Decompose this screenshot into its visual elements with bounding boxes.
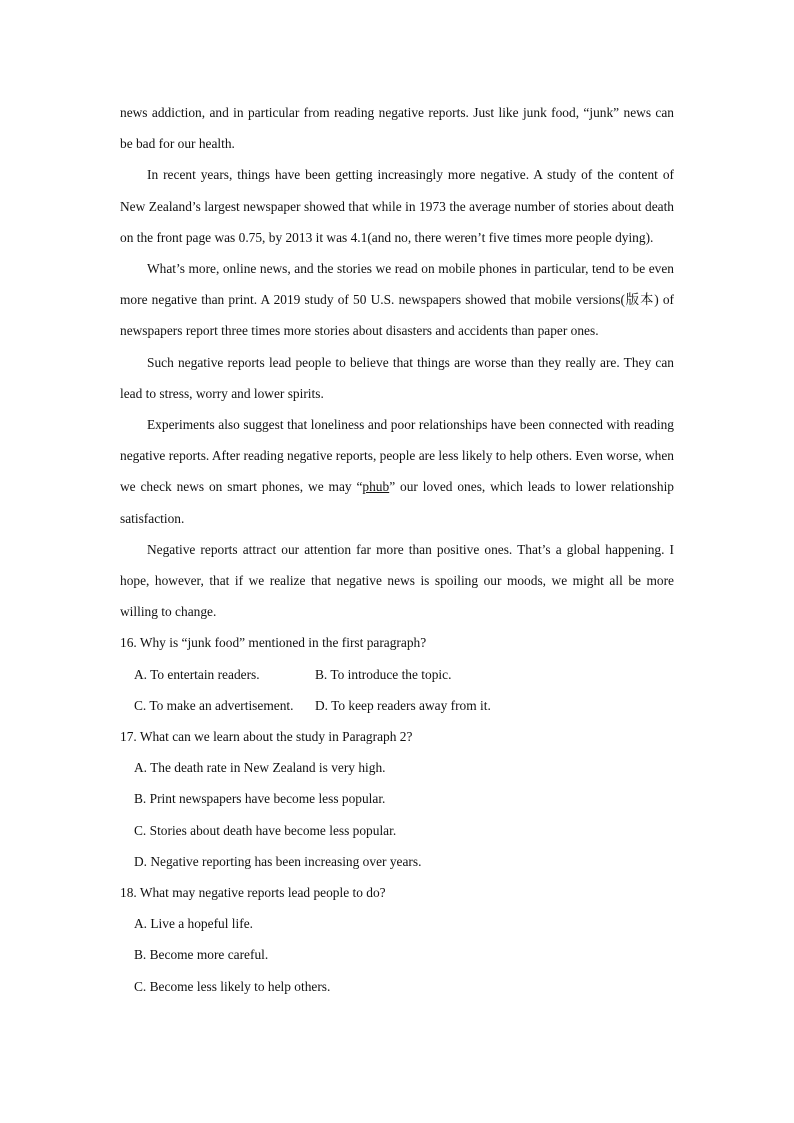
question-18-option-c: C. Become less likely to help others. [134, 978, 331, 994]
question-18-option-b: B. Become more careful. [134, 947, 269, 963]
question-16-option-b: B. To introduce the topic. [315, 666, 452, 682]
question-16-option-a: A. To entertain readers. [134, 666, 260, 682]
question-18-option-a: A. Live a hopeful life. [134, 916, 253, 932]
passage-paragraph-2: In recent years, things have been getting increasingly more negative. A study of the content of New Zealand’s largest newspaper showed that while in 1973 the average number of stories about death on the front page was 0.75, by 2013 it was 4.1(and no, there weren’t five times more people dying). [120, 167, 674, 245]
passage-paragraph-6: Negative reports attract our attention far more than positive ones. That’s a global happening. I hope, however, that if we realize that negative news is spoiling our moods, we might all be more willing to change. [120, 541, 674, 620]
question-17 [120, 721, 674, 877]
underlined-word-phub: phub [362, 479, 390, 495]
question-16-options-row-1 [120, 659, 674, 690]
passage-paragraph-1: news addiction, and in particular from reading negative reports. Just like junk food, “junk” news can be bad for our health. [120, 105, 674, 152]
paragraph-5-text-start: Experiments also suggest that loneliness and poor relationships have been connected with reading negative reports. After reading negative reports, people are less likely to help others. Even worse, when we check news on smart phones, we may “ [120, 417, 674, 495]
question-18 [120, 877, 674, 1002]
question-17-stem: 17. What can we learn about the study in Paragraph 2? [120, 729, 413, 745]
document-content [120, 97, 674, 1002]
passage-paragraph-5 [120, 409, 674, 534]
passage-paragraph-4: Such negative reports lead people to believe that things are worse than they really are. They can lead to stress, worry and lower spirits. [120, 354, 674, 401]
question-17-option-d: D. Negative reporting has been increasing over years. [134, 853, 422, 869]
question-16-option-c: C. To make an advertisement. [134, 697, 294, 713]
passage-paragraph-3: What’s more, online news, and the stories we read on mobile phones in particular, tend to be even more negative than print. A 2019 study of 50 U.S. newspapers showed that mobile versions(版本) of newspapers report three times more stories about disasters and accidents than paper ones. [120, 261, 674, 339]
question-17-option-b: B. Print newspapers have become less popular. [134, 791, 386, 807]
paragraph-5-text-end: ” our loved ones, which leads to lower relationship satisfaction. [120, 479, 674, 526]
question-16-stem: 16. Why is “junk food” mentioned in the first paragraph? [120, 635, 427, 651]
question-18-stem: 18. What may negative reports lead people to do? [120, 885, 386, 901]
question-17-option-c: C. Stories about death have become less popular. [134, 822, 397, 838]
question-16-options-row-2 [120, 690, 674, 721]
question-17-option-a: A. The death rate in New Zealand is very high. [134, 760, 386, 776]
question-16-option-d: D. To keep readers away from it. [315, 697, 491, 713]
question-16 [120, 627, 674, 721]
